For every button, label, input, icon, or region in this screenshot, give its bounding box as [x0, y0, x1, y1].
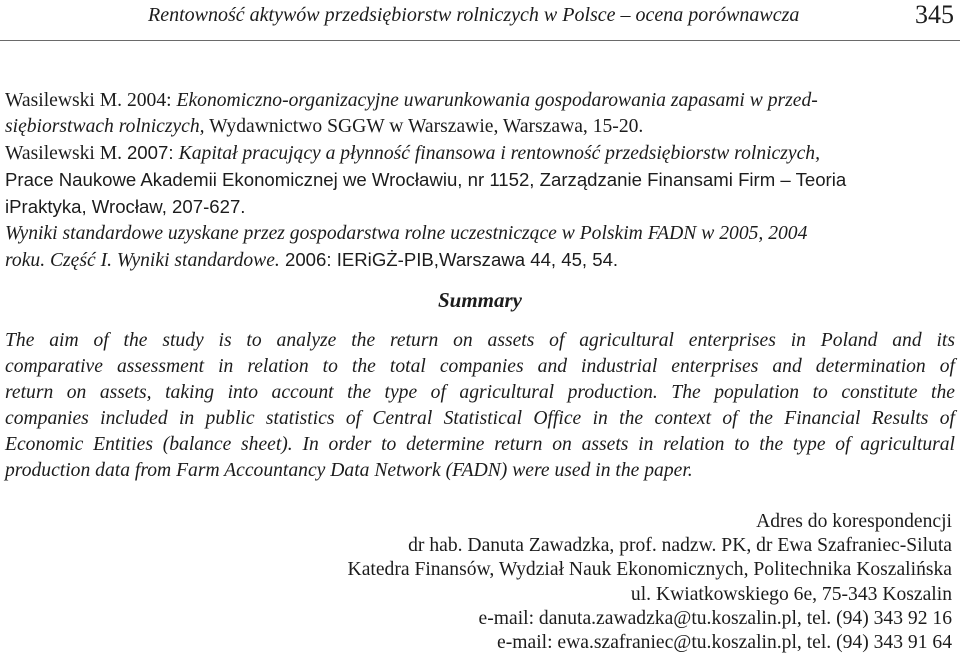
- reference-title: Ekonomiczno-organizacyjne uwarunkowania gospodarowania zapasami w przed-: [176, 90, 818, 111]
- reference-entry: [5, 221, 955, 274]
- reference-title: Kapitał pracujący a płynność finansowa i rentowność przedsiębiorstw rolniczych,: [178, 143, 820, 164]
- correspondence-email-1: e-mail: danuta.zawadzka@tu.koszalin.pl, tel. (94) 343 92 16: [478, 607, 952, 629]
- correspondence-label: Adres do korespondencji: [756, 511, 952, 532]
- reference-line: [5, 221, 955, 247]
- summary-line: production data from Farm Accountancy Data Network (FADN) were used in the paper.: [5, 460, 693, 481]
- reference-entry: [5, 88, 955, 140]
- correspondence-block: [232, 510, 952, 655]
- reference-line: [5, 167, 955, 194]
- summary-line: return on assets, taking into account the type of agricultural production. The population to constitute the: [5, 382, 955, 403]
- reference-title: siębiorstwach rolniczych,: [5, 116, 205, 137]
- reference-line: [5, 140, 955, 167]
- correspondence-department: Katedra Finansów, Wydział Nauk Ekonomicznych, Politechnika Koszalińska: [347, 559, 952, 581]
- reference-year: 2007:: [126, 142, 179, 163]
- running-header: [0, 0, 960, 41]
- reference-title: Wyniki standardowe uzyskane przez gospodarstwa rolne uczestniczące w Polskim FADN w 2005, 2004: [5, 223, 808, 244]
- reference-publisher: iPraktyka, Wrocław, 207-627.: [5, 196, 246, 217]
- summary-line: Economic Entities (balance sheet). In order to determine return on assets in relation to the type of agricultural: [5, 434, 955, 455]
- reference-line: [5, 114, 955, 140]
- reference-author: Wasilewski M.: [5, 143, 127, 164]
- reference-line: [5, 88, 955, 114]
- reference-entry: [5, 140, 955, 221]
- reference-title: roku. Część I. Wyniki standardowe.: [5, 250, 280, 271]
- summary-text: [5, 328, 955, 484]
- reference-publisher: Prace Naukowe Akademii Ekonomicznej we Wrocławiu, nr 1152, Zarządzanie Finansami Firm – Teoria: [5, 169, 847, 190]
- page-number: 345: [915, 0, 954, 29]
- reference-list: [5, 88, 955, 274]
- reference-author: Wasilewski M. 2004:: [5, 90, 177, 111]
- summary-heading: Summary: [437, 288, 523, 312]
- correspondence-authors: dr hab. Danuta Zawadzka, prof. nadzw. PK, dr Ewa Szafraniec-Siluta: [408, 535, 952, 557]
- running-header-title: Rentowność aktywów przedsiębiorstw rolniczych w Polsce – ocena porównawcza: [148, 4, 800, 26]
- summary-line: The aim of the study is to analyze the return on assets of agricultural enterprises in Poland and its: [5, 330, 955, 351]
- correspondence-email-2: e-mail: ewa.szafraniec@tu.koszalin.pl, tel. (94) 343 91 64: [497, 632, 952, 654]
- reference-line: [5, 194, 955, 221]
- correspondence-address: ul. Kwiatkowskiego 6e, 75-343 Koszalin: [630, 583, 952, 605]
- reference-line: [5, 247, 955, 274]
- summary-line: comparative assessment in relation to the total companies and industrial enterprises and determination of: [5, 356, 955, 377]
- summary-line: companies included in public statistics of Central Statistical Office in the context of the Financial Results of: [5, 408, 955, 429]
- reference-publisher: Wydawnictwo SGGW w Warszawie, Warszawa, 15-20.: [204, 116, 644, 137]
- reference-publisher: 2006: IERiGŻ-PIB,Warszawa 44, 45, 54.: [279, 249, 619, 270]
